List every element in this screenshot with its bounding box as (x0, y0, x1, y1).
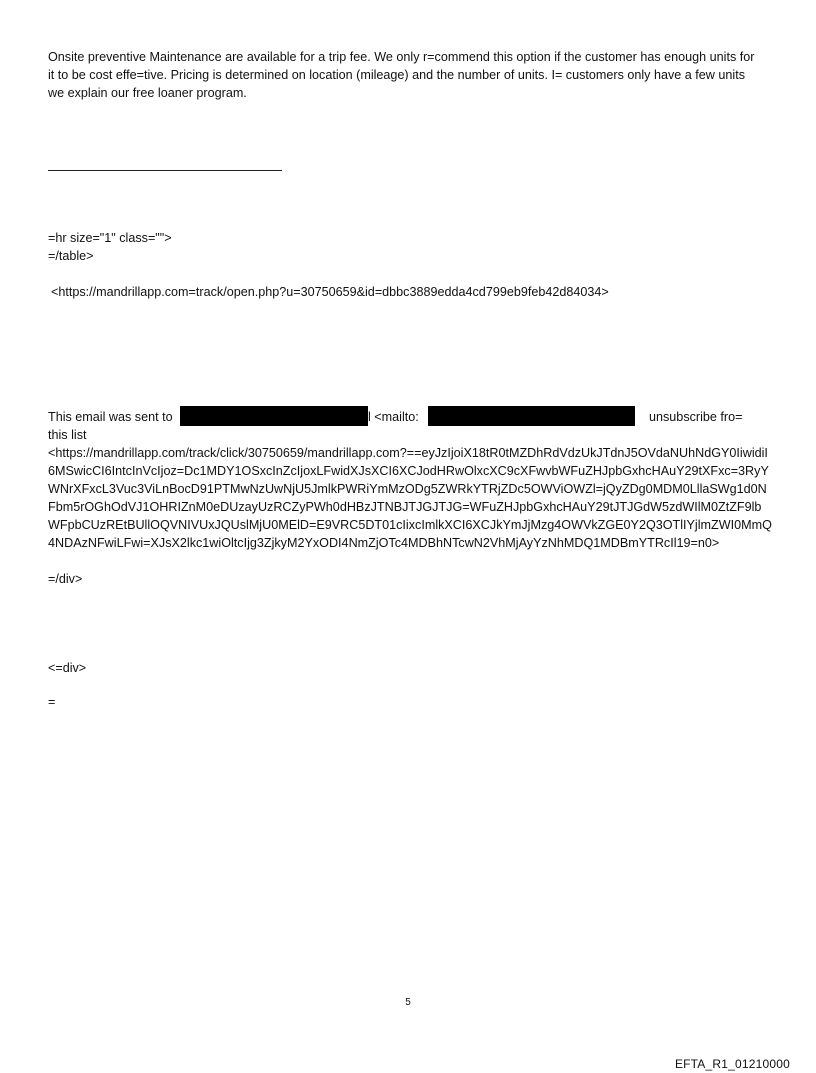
document-id: EFTA_R1_01210000 (674, 1057, 790, 1071)
intro-paragraph: Onsite preventive Maintenance are available for a trip fee. We only r=commend this option if the customer has enough units for it to be cost effe=tive. Pricing is determined on location (mileage) and the number of units. I= customers only have a few units we explain our free loaner program. (48, 50, 758, 100)
redaction-box (428, 406, 635, 426)
page-number: 5 (405, 997, 411, 1008)
hr-tag-line: =hr size="1" class=""> (48, 231, 172, 245)
mailto-prefix: l <mailto: (368, 410, 419, 424)
unsubscribe-click-url[interactable]: <https://mandrillapp.com/track/click/30750659/mandrillapp.com?==eyJzIjoiX18tR0tMZDhRdVdzUkJTdnJ5OVdaNUhNdGY0IiwidiI6MSwicCI6IntcInVcIjoz=Dc1MDY1OSxcInZcIjoxLFwidXJsXCI6XCJodHRwOlxcXC9cXFwvbWFuZHJpbGxhcHAuY29tXFxc=3RyYWNrXFxcL3Vuc3ViLnBocD91PTMwNzUwNjU5JmlkPWRiYmMzODg5ZWRkYTRjZDc5OWViOWZl=jQyZDg0MDM0LllaSWg1d0NFbm5rOGhOdVJ1OHRIZnM0eDUzayUzRCZyPWh0dHBzJTNBJTJGJTJG=WFuZHJpbGxhcHAuY29tJTJGdW5zdWIlM0ZtZF9lbWFpbCUzREtBUllOQVNIVUxJQUslMjU0MElD=E9VRC5DT01cIixcImlkXCI6XCJkYmJjMzg4OWVkZGE0Y2Q3OTlIYjlmZWI0MmQ4NDAzNFwiLFwi=XJsX2lkc1wiOltcIjg3ZjkyM2YxODI4NmZjOTc4MDBhNTcwN2VhMjAyYzNhMDQ1MDBmYTRcIl19=n0> (48, 446, 772, 550)
div-close-line: =/div> (48, 572, 83, 586)
horizontal-rule (48, 170, 282, 171)
unsubscribe-text: unsubscribe fro= (649, 410, 743, 424)
sent-to-prefix: This email was sent to (48, 410, 173, 424)
redaction-box (180, 406, 368, 426)
equals-line: = (48, 695, 56, 709)
div-open-line: <=div> (48, 661, 87, 675)
tracking-url[interactable]: <https://mandrillapp.com=track/open.php?u=30750659&id=dbbc3889edda4cd799eb9feb42d84034> (51, 285, 609, 299)
sent-to-line-continued: this list (48, 428, 87, 442)
table-close-line: =/table> (48, 249, 94, 263)
sent-to-line (48, 408, 778, 426)
